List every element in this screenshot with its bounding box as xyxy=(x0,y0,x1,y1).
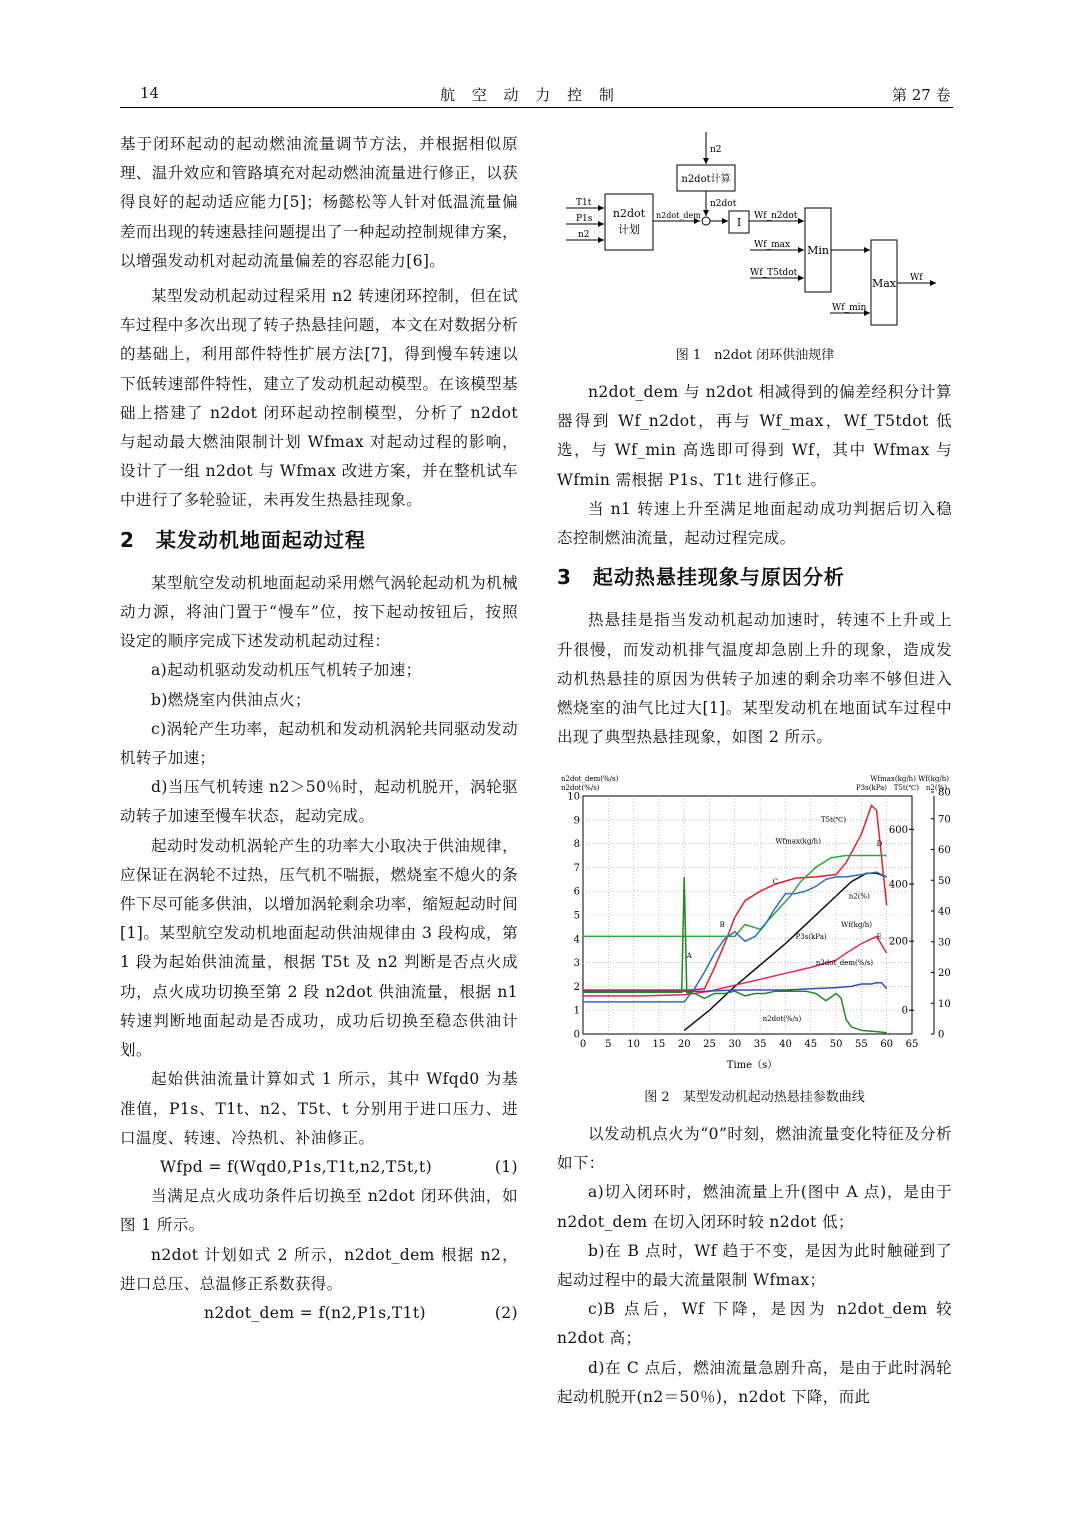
left-paragraph-1: 基于闭环起动的起动燃油流量调节方法，并根据相似原理、温升效应和管路填充对起动燃油流量进行修正，以获得良好的起动适应能力[5]；杨懿松等人针对低温流量偏差而出现的转速悬挂问题提出了一种起动控制规律方案，以增强发动机对起动流量偏差的容忍能力[6]。 xyxy=(120,135,518,270)
x-axis-label: Time（s） xyxy=(726,1060,778,1071)
left-paragraph-2: 某型发动机起动过程采用 n2 转速闭环控制，但在试车过程中多次出现了转子热悬挂问题，本文在对数据分析的基础上，利用部件特性扩展方法[7]，得到慢车转速以下低转速部件特性，建立了发动机起动模型。在该模型基础上搭建了 n2dot 闭环起动控制模型，分析了 n2dot 与起动最大燃油限制计划 Wfmax 对起动过程的影响，设计了一组 n2dot 与 Wfmax 改进方案，并在整机试车中进行了多轮验证，未再发生热悬挂现象。 xyxy=(120,287,518,510)
section-2-heading: 2 某发动机地面起动过程 xyxy=(120,527,366,552)
chart-annotation: D xyxy=(876,839,883,848)
n2-tick-label: 70 xyxy=(938,814,951,826)
right-axis-label-4: n2(%) xyxy=(925,784,947,792)
left-paragraph-5: 起始供油流量计算如式 1 所示，其中 Wfqd0 为基准值，P1s、T1t、n2、T5t、t 分别用于进口压力、进口温度、转速、冷热机、补油修正。 xyxy=(120,1070,518,1147)
chart-annotation: A xyxy=(686,951,692,960)
x-tick-label: 0 xyxy=(579,1039,587,1050)
chart-annotation: P3s(kPa) xyxy=(795,932,827,941)
left-axis-label-1: n2dot_dem(%/s) xyxy=(561,775,619,783)
x-tick-label: 55 xyxy=(855,1039,868,1050)
x-tick-label: 20 xyxy=(677,1039,691,1050)
fig1-integrator-block: I xyxy=(736,216,742,229)
right-paragraph-4: 以发动机点火为“0”时刻，燃油流量变化特征及分析如下： xyxy=(557,1125,952,1173)
fig1-wf-n2dot-label: Wf_n2dot xyxy=(754,211,798,221)
equation-2-body: n2dot_dem = f(n2,P1s,T1t) xyxy=(204,1303,426,1322)
x-tick-label: 40 xyxy=(779,1039,792,1050)
fig1-p1s-label: P1s xyxy=(576,214,593,224)
figure-2-caption: 图 2 某型发动机起动热悬挂参数曲线 xyxy=(644,1090,865,1105)
equation-2-number: (2) xyxy=(494,1303,518,1322)
journal-title: 航 空 动 力 控 制 xyxy=(440,86,620,104)
right-list-item-c: c)B 点后，Wf 下降，是因为 n2dot_dem 较 n2dot 高； xyxy=(557,1300,952,1348)
right-axis-label-3: T5t(℃) xyxy=(893,784,919,792)
left-column xyxy=(120,130,518,1328)
fig1-plan-block-line1: n2dot xyxy=(612,207,646,220)
left-tick-label: 0 xyxy=(573,1029,580,1041)
fig1-n2-label: n2 xyxy=(578,230,590,240)
list-item-d: d)当压气机转速 n2＞50％时，起动机脱开，涡轮驱动转子加速至慢车状态，起动完成。 xyxy=(120,778,518,826)
x-tick-label: 60 xyxy=(880,1039,894,1050)
fig1-wf-t5tdot-label: Wf_T5tdot xyxy=(750,268,798,278)
right-list-item-d: d)在 C 点后，燃油流量急剧升高，是由于此时涡轮起动机脱开(n2＝50％)，n2dot 下降，而此 xyxy=(557,1358,952,1406)
left-paragraph-4: 起动时发动机涡轮产生的功率大小取决于供油规律，应保证在涡轮不过热，压气机不喘振，燃烧室不熄火的条件下尽可能多供油，以增加涡轮剩余功率，缩短起动时间[1]。某型航空发动机地面起动供油规律由 3 段构成，第 1 段为起始供油流量，根据 T5t 及 n2 判断是否点火成功，点火成功切换至第 2 段 n2dot 供油流量，根据 n1 转速判断地面起动是否成功，成功后切换至稳态供油计划。 xyxy=(120,836,518,1060)
left-paragraph-3: 某型航空发动机地面起动采用燃气涡轮起动机为机械动力源，将油门置于“慢车”位，按下起动按钮后，按照设定的顺序完成下述发动机起动过程： xyxy=(120,573,518,651)
chart-annotation: Wf(kg/h) xyxy=(841,920,872,929)
fig1-calc-block: n2dot计算 xyxy=(681,174,731,185)
fig1-plan-block-line2: 计划 xyxy=(618,223,640,236)
x-tick-label: 10 xyxy=(627,1039,640,1050)
left-tick-label: 4 xyxy=(573,934,580,946)
x-tick-label: 50 xyxy=(829,1039,843,1050)
mid-tick-label: 600 xyxy=(888,824,908,836)
x-tick-label: 30 xyxy=(728,1039,742,1050)
left-paragraph-6: 当满足点火成功条件后切换至 n2dot 闭环供油，如图 1 所示。 xyxy=(120,1187,518,1235)
x-tick-label: 5 xyxy=(605,1039,612,1050)
list-item-a: a)起动机驱动发动机压气机转子加速； xyxy=(151,661,422,680)
chart-annotation: n2(%) xyxy=(848,892,870,901)
page-number: 14 xyxy=(140,84,160,102)
n2-tick-label: 60 xyxy=(938,845,951,856)
fig1-t1t-label: T1t xyxy=(576,198,592,208)
left-tick-label: 5 xyxy=(573,910,580,922)
fig1-n2dot-label: n2dot xyxy=(710,199,737,209)
right-axis-label-1: Wfmax(kg/h) Wf(kg/h) xyxy=(870,775,949,783)
n2-tick-label: 50 xyxy=(938,875,951,887)
fig1-max-block: Max xyxy=(871,277,897,290)
left-tick-label: 6 xyxy=(573,886,580,898)
x-tick-label: 15 xyxy=(652,1039,666,1050)
header-rule xyxy=(120,107,953,108)
mid-tick-label: 400 xyxy=(888,879,908,891)
n2-tick-label: 40 xyxy=(938,906,951,918)
fig1-wf-min-label: Wf_min xyxy=(832,303,867,313)
figure-1-caption: 图 1 n2dot 闭环供油规律 xyxy=(675,348,835,363)
left-tick-label: 2 xyxy=(573,981,580,993)
equation-2 xyxy=(120,1299,518,1328)
right-list-item-b: b)在 B 点时，Wf 趋于不变，是因为此时触碰到了起动过程中的最大流量限制 Wfmax； xyxy=(557,1241,952,1290)
chart-annotation: C xyxy=(772,878,779,887)
list-item-b: b)燃烧室内供油点火； xyxy=(151,690,311,709)
n2-tick-label: 30 xyxy=(938,937,951,949)
chart-annotation: n2dot(%/s) xyxy=(762,1014,802,1023)
x-tick-label: 25 xyxy=(703,1039,716,1050)
left-tick-label: 3 xyxy=(573,958,580,970)
right-column-upper xyxy=(557,378,952,752)
equation-1-number: (1) xyxy=(494,1157,518,1176)
equation-1 xyxy=(120,1153,518,1182)
left-tick-label: 10 xyxy=(567,791,580,803)
n2-tick-label: 10 xyxy=(938,998,951,1010)
chart-annotation: B xyxy=(719,920,725,929)
left-paragraph-7: n2dot 计划如式 2 所示，n2dot_dem 根据 n2，进口总压、总温修正系数获得。 xyxy=(120,1245,518,1293)
left-tick-label: 8 xyxy=(573,839,580,851)
chart-annotation: Wfmax(kg/h) xyxy=(775,837,821,846)
chart-annotation: E xyxy=(876,932,882,941)
right-paragraph-2: 当 n1 转速上升至满足地面起动成功判据后切入稳态控制燃油流量，起动过程完成。 xyxy=(557,499,952,548)
n2-tick-label: 80 xyxy=(938,787,951,799)
fig1-wf-max-label: Wf_max xyxy=(754,240,791,250)
section-3-heading: 3 起动热悬挂现象与原因分析 xyxy=(557,565,845,590)
n2-tick-label: 20 xyxy=(938,968,951,979)
right-column-lower xyxy=(557,1120,952,1412)
figure-1-diagram xyxy=(560,128,950,333)
equation-1-body: Wfpd = f(Wqd0,P1s,T1t,n2,T5t,t) xyxy=(160,1157,433,1176)
volume-label: 第 27 卷 xyxy=(892,86,951,104)
left-axis-label-2: n2dot(%/s) xyxy=(561,784,600,792)
list-item-c: c)涡轮产生功率，起动机和发动机涡轮共同驱动发动机转子加速； xyxy=(120,719,518,768)
chart-annotation: n2dot_dem(%/s) xyxy=(815,958,874,967)
n2-tick-label: 0 xyxy=(938,1029,945,1041)
x-tick-label: 45 xyxy=(804,1039,818,1050)
x-tick-label: 65 xyxy=(905,1039,919,1050)
right-paragraph-1: n2dot_dem 与 n2dot 相减得到的偏差经积分计算器得到 Wf_n2dot，再与 Wf_max，Wf_T5tdot 低选，与 Wf_min 高选即可得到 Wf，其中 Wfmax 与 Wfmin 需根据 P1s、T1t 进行修正。 xyxy=(557,383,952,489)
left-tick-label: 7 xyxy=(573,862,580,874)
figure-2-chart xyxy=(557,772,957,1072)
mid-tick-label: 200 xyxy=(888,936,908,948)
right-paragraph-3: 热悬挂是指当发动机起动加速时，转速不上升或上升很慢，而发动机排气温度却急剧上升的现象，造成发动机热悬挂的原因为供转子加速的剩余功率不够但进入燃烧室的油气比过大[1]。某型发动机在地面试车过程中出现了典型热悬挂现象，如图 2 所示。 xyxy=(557,611,952,747)
mid-tick-label: 0 xyxy=(901,1005,908,1017)
left-tick-label: 9 xyxy=(573,815,580,827)
chart-annotation: T5t(℃) xyxy=(820,816,847,825)
fig1-wf-output-label: Wf xyxy=(910,273,923,283)
fig1-min-block: Min xyxy=(807,244,829,257)
fig1-n2-top-label: n2 xyxy=(710,145,722,155)
left-tick-label: 1 xyxy=(573,1005,580,1017)
x-tick-label: 35 xyxy=(753,1039,767,1050)
fig1-n2dot-dem-label: n2dot_dem xyxy=(656,211,701,220)
right-axis-label-2: P3s(kPa) xyxy=(855,784,887,792)
right-list-item-a: a)切入闭环时，燃油流量上升(图中 A 点)，是由于 n2dot_dem 在切入闭环时较 n2dot 低； xyxy=(557,1183,952,1231)
